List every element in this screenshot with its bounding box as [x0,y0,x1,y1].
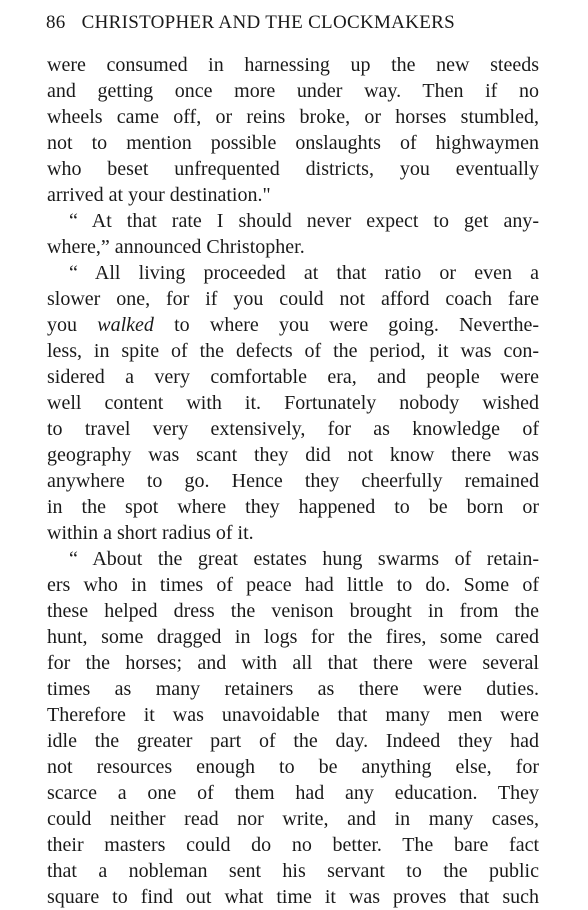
text-line: who beset unfrequented districts, you eventually [47,158,539,180]
text-line: idle the greater part of the day. Indeed they had [47,730,539,752]
text-line: could neither read nor write, and in many cases, [47,808,539,830]
text-line: ers who in times of peace had little to do. Some of [47,574,539,596]
text-line: scarce a one of them had any education. They [47,782,539,804]
text-line: times as many retainers as there were duties. [47,678,539,700]
text-line: “ At that rate I should never expect to get any- [69,210,539,232]
text-line: for the horses; and with all that there were several [47,652,539,674]
text-line [47,312,539,338]
text-line: wheels came off, or reins broke, or horses stumbled, [47,106,539,128]
text-line: less, in spite of the defects of the period, it was con- [47,340,539,362]
text-line: “ All living proceeded at that ratio or even a [69,262,539,284]
text-line: hunt, some dragged in logs for the fires, some cared [47,626,539,648]
text-line: Therefore it was unavoidable that many men were [47,704,539,726]
text-line: not to mention possible onslaughts of highwaymen [47,132,539,154]
body-text [47,52,539,910]
text-line: in the spot where they happened to be born or [47,496,539,518]
running-header [46,12,455,34]
text-fragment: to where you were going. Neverthe- [174,314,540,336]
running-title: CHRISTOPHER AND THE CLOCKMAKERS [81,12,455,33]
text-line: these helped dress the venison brought in from the [47,600,539,622]
text-line: slower one, for if you could not afford coach fare [47,288,539,310]
text-line: within a short radius of it. [47,522,254,544]
italic-word: walked [97,314,154,336]
text-line: sidered a very comfortable era, and people were [47,366,539,388]
text-line: were consumed in harnessing up the new steeds [47,54,539,76]
text-line: and getting once more under way. Then if no [47,80,539,102]
page-number: 86 [46,12,66,33]
text-line: arrived at your destination." [47,184,271,206]
text-line: their masters could do no better. The bare fact [47,834,539,856]
text-fragment: you [47,314,77,336]
text-line: square to find out what time it was proves that such [47,886,539,908]
text-line: anywhere to go. Hence they cheerfully remained [47,470,539,492]
text-line: not resources enough to be anything else, for [47,756,539,778]
text-line: well content with it. Fortunately nobody wished [47,392,539,414]
text-line: “ About the great estates hung swarms of retain- [69,548,539,570]
text-line: geography was scant they did not know there was [47,444,539,466]
text-line: that a nobleman sent his servant to the public [47,860,539,882]
text-line: to travel very extensively, for as knowledge of [47,418,539,440]
text-line: where,” announced Christopher. [47,236,305,258]
